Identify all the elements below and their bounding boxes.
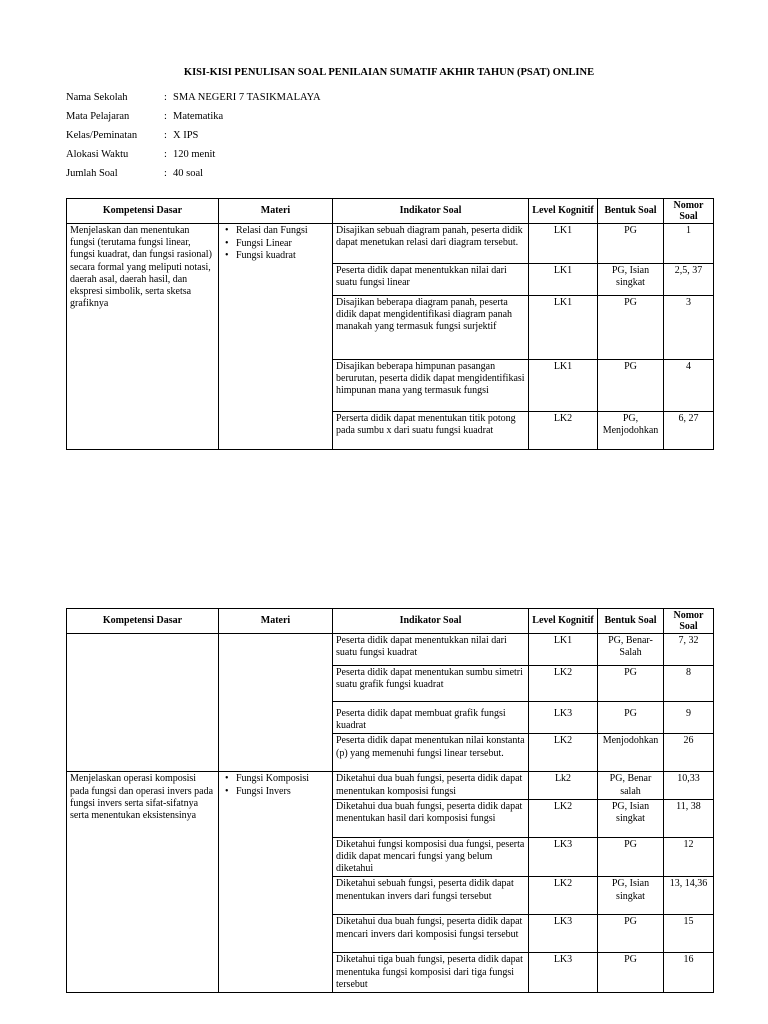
- nomor-cell: 9: [664, 702, 714, 734]
- nomor-cell: 16: [664, 953, 714, 993]
- header-nomor: Nomor Soal: [664, 199, 714, 224]
- materi-list: [222, 225, 329, 263]
- indikator-cell: Peserta didik dapat menentukan nilai konstanta (p) yang memenuhi fungsi linear tersebut.: [333, 734, 529, 772]
- bentuk-cell: Menjodohkan: [598, 734, 664, 772]
- info-separator: :: [164, 168, 167, 179]
- bentuk-cell: PG, Menjodohkan: [598, 412, 664, 450]
- nomor-cell: 15: [664, 915, 714, 953]
- nomor-cell: 1: [664, 224, 714, 264]
- info-label: Kelas/Peminatan: [66, 130, 138, 141]
- indikator-cell: Peserta didik dapat membuat grafik fungsi kuadrat: [333, 702, 529, 734]
- indikator-cell: Diketahui dua buah fungsi, peserta didik dapat menentukan hasil dari komposisi fungsi: [333, 799, 529, 837]
- bentuk-cell: PG: [598, 296, 664, 360]
- info-value: SMA NEGERI 7 TASIKMALAYA: [173, 92, 321, 103]
- nomor-cell: 13, 14,36: [664, 877, 714, 915]
- header-bentuk: Bentuk Soal: [598, 609, 664, 634]
- level-cell: LK1: [529, 224, 598, 264]
- info-value: Matematika: [173, 111, 224, 122]
- indikator-cell: Diketahui sebuah fungsi, peserta didik dapat menentukan invers dari fungsi tersebut: [333, 877, 529, 915]
- materi-cell: [219, 772, 333, 993]
- info-value: 120 menit: [173, 149, 216, 160]
- bentuk-cell: PG, Benar salah: [598, 772, 664, 799]
- bentuk-cell: PG: [598, 360, 664, 412]
- level-cell: LK1: [529, 360, 598, 412]
- materi-item: • Fungsi Linear: [236, 238, 329, 251]
- table-header-row: [67, 609, 714, 634]
- header-indikator: Indikator Soal: [333, 609, 529, 634]
- indikator-cell: Peserta didik dapat menentukkan nilai dari suatu fungsi kuadrat: [333, 634, 529, 666]
- info-separator: :: [164, 92, 167, 103]
- bentuk-cell: PG: [598, 915, 664, 953]
- nomor-cell: 3: [664, 296, 714, 360]
- indikator-cell: Disajikan sebuah diagram panah, peserta didik dapat menetukan relasi dari diagram tersebut.: [333, 224, 529, 264]
- info-label: Nama Sekolah: [66, 92, 128, 103]
- bentuk-cell: PG, Isian singkat: [598, 877, 664, 915]
- bentuk-cell: PG: [598, 953, 664, 993]
- table-row: [67, 634, 714, 666]
- level-cell: LK2: [529, 666, 598, 702]
- indikator-cell: Peserta didik dapat menentukkan nilai dari suatu fungsi linear: [333, 264, 529, 296]
- level-cell: Lk2: [529, 772, 598, 799]
- nomor-cell: 4: [664, 360, 714, 412]
- level-cell: LK2: [529, 877, 598, 915]
- bentuk-cell: PG: [598, 837, 664, 877]
- nomor-cell: 26: [664, 734, 714, 772]
- indikator-cell: Disajikan beberapa diagram panah, peserta didik dapat mengidentifikasi diagram panah manakah yang termasuk fungsi surjektif: [333, 296, 529, 360]
- table-header-row: [67, 199, 714, 224]
- level-cell: LK2: [529, 412, 598, 450]
- level-cell: LK3: [529, 702, 598, 734]
- level-cell: LK3: [529, 837, 598, 877]
- table-row: [67, 772, 714, 799]
- document-title: KISI-KISI PENULISAN SOAL PENILAIAN SUMATIF AKHIR TAHUN (PSAT) ONLINE: [183, 67, 595, 78]
- info-label: Alokasi Waktu: [66, 149, 129, 160]
- kisi-kisi-table-2: [66, 608, 714, 993]
- header-level: Level Kognitif: [529, 609, 598, 634]
- kompetensi-cell: Menjelaskan dan menentukan fungsi (terutama fungsi linear, fungsi kuadrat, dan fungsi rasional) secara formal yang meliputi notasi, daerah asal, daerah hasil, dan ekspresi simbolik, serta sketsa grafiknya: [67, 224, 219, 450]
- header-bentuk: Bentuk Soal: [598, 199, 664, 224]
- indikator-cell: Diketahui dua buah fungsi, peserta didik dapat menentukan komposisi fungsi: [333, 772, 529, 799]
- nomor-cell: 12: [664, 837, 714, 877]
- indikator-cell: Diketahui fungsi komposisi dua fungsi, peserta didik dapat mencari fungsi yang belum diketahui: [333, 837, 529, 877]
- info-value: X IPS: [173, 130, 199, 141]
- info-value: 40 soal: [173, 168, 204, 179]
- materi-item: • Fungsi kuadrat: [236, 250, 329, 263]
- bentuk-cell: PG: [598, 666, 664, 702]
- kisi-kisi-table-1: [66, 198, 714, 450]
- materi-item: • Fungsi Invers: [236, 786, 329, 799]
- indikator-cell: Diketahui dua buah fungsi, peserta didik dapat mencari invers dari komposisi fungsi tersebut: [333, 915, 529, 953]
- info-label: Mata Pelajaran: [66, 111, 130, 122]
- indikator-cell: Disajikan beberapa himpunan pasangan berurutan, peserta didik dapat mengidentifikasi himpunan mana yang termasuk fungsi: [333, 360, 529, 412]
- header-materi: Materi: [219, 199, 333, 224]
- level-cell: LK3: [529, 915, 598, 953]
- materi-list: [222, 773, 329, 798]
- nomor-cell: 10,33: [664, 772, 714, 799]
- nomor-cell: 6, 27: [664, 412, 714, 450]
- materi-item: • Relasi dan Fungsi: [236, 225, 329, 238]
- header-materi: Materi: [219, 609, 333, 634]
- indikator-cell: Perserta didik dapat menentukan titik potong pada sumbu x dari suatu fungsi kuadrat: [333, 412, 529, 450]
- info-separator: :: [164, 111, 167, 122]
- bentuk-cell: PG, Isian singkat: [598, 264, 664, 296]
- header-kompetensi: Kompetensi Dasar: [67, 609, 219, 634]
- indikator-cell: Diketahui tiga buah fungsi, peserta didik dapat menentuka fungsi komposisi dari tiga fungsi tersebut: [333, 953, 529, 993]
- bentuk-cell: PG, Isian singkat: [598, 799, 664, 837]
- kompetensi-cell: Menjelaskan operasi komposisi pada fungsi dan operasi invers pada fungsi invers serta sifat-sifatnya serta menentukan eksistensinya: [67, 772, 219, 993]
- kompetensi-cell-empty: [67, 634, 219, 772]
- header-indikator: Indikator Soal: [333, 199, 529, 224]
- header-nomor: Nomor Soal: [664, 609, 714, 634]
- bentuk-cell: PG: [598, 702, 664, 734]
- nomor-cell: 8: [664, 666, 714, 702]
- indikator-cell: Peserta didik dapat menentukan sumbu simetri suatu grafik fungsi kuadrat: [333, 666, 529, 702]
- bentuk-cell: PG, Benar-Salah: [598, 634, 664, 666]
- info-label: Jumlah Soal: [66, 168, 118, 179]
- table-row: [67, 224, 714, 264]
- info-separator: :: [164, 149, 167, 160]
- level-cell: LK1: [529, 296, 598, 360]
- materi-item: • Fungsi Komposisi: [236, 773, 329, 786]
- nomor-cell: 11, 38: [664, 799, 714, 837]
- materi-cell-empty: [219, 634, 333, 772]
- level-cell: LK1: [529, 264, 598, 296]
- level-cell: LK1: [529, 634, 598, 666]
- header-level: Level Kognitif: [529, 199, 598, 224]
- level-cell: LK2: [529, 734, 598, 772]
- bentuk-cell: PG: [598, 224, 664, 264]
- materi-cell: [219, 224, 333, 450]
- info-separator: :: [164, 130, 167, 141]
- level-cell: LK3: [529, 953, 598, 993]
- header-kompetensi: Kompetensi Dasar: [67, 199, 219, 224]
- nomor-cell: 7, 32: [664, 634, 714, 666]
- level-cell: LK2: [529, 799, 598, 837]
- nomor-cell: 2,5, 37: [664, 264, 714, 296]
